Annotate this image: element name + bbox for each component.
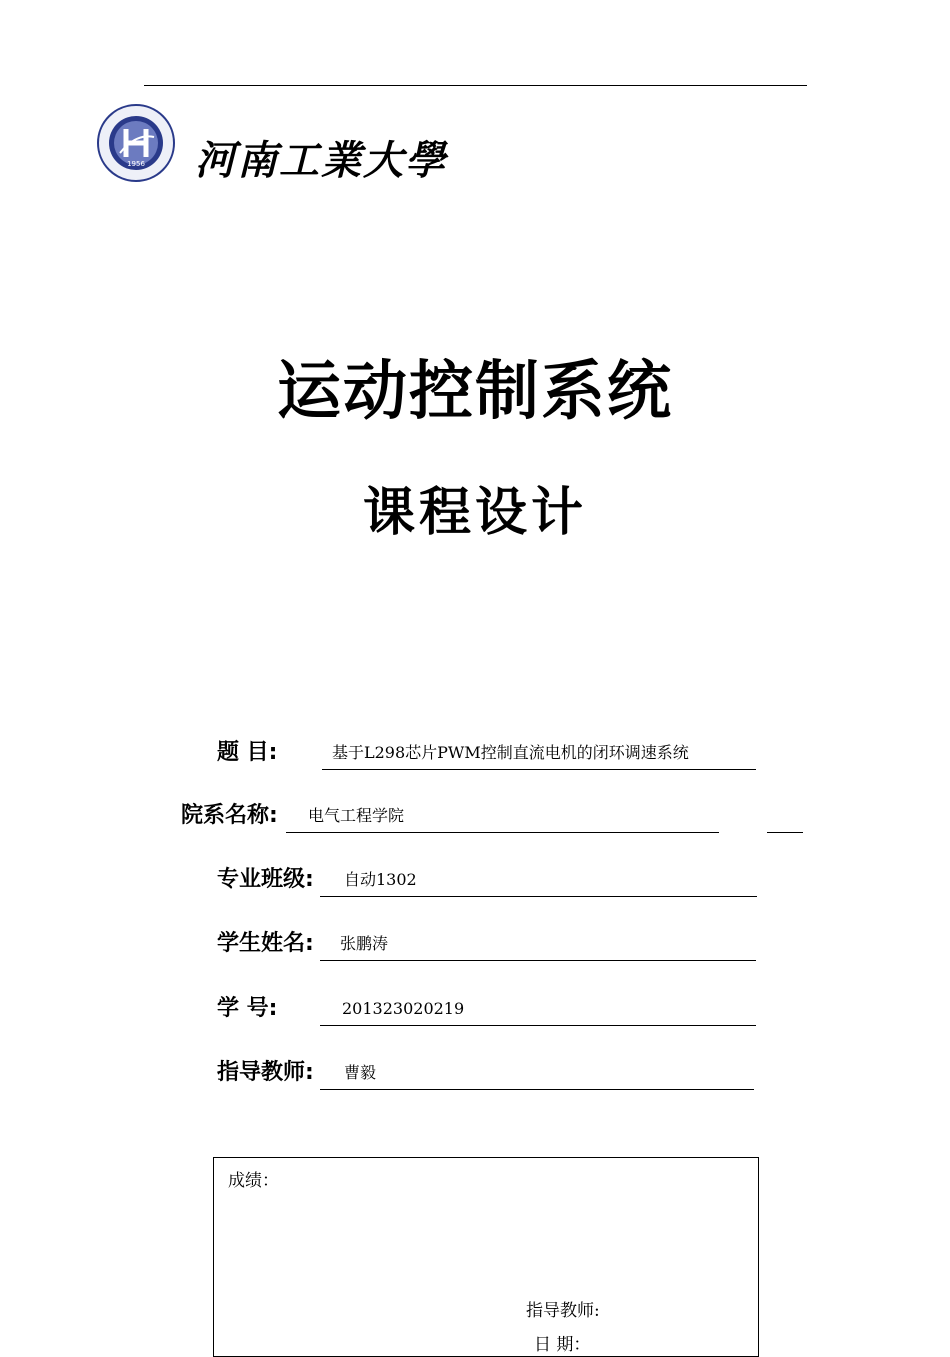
university-name: 河南工業大學 xyxy=(195,137,447,184)
field-value-department: 电气工程学院 xyxy=(286,799,719,833)
field-row-advisor xyxy=(0,1058,950,1088)
logo-year: 1956 xyxy=(127,160,145,168)
field-row-student-name xyxy=(0,929,950,959)
field-label-class: 专业班级: xyxy=(217,867,314,892)
field-label-topic: 题 目: xyxy=(217,740,278,765)
grade-box xyxy=(213,1157,759,1357)
field-row-class xyxy=(0,865,950,895)
grade-label: 成绩： xyxy=(228,1171,279,1191)
grade-teacher-label: 指导教师: xyxy=(526,1301,600,1321)
grade-date-label: 日 期： xyxy=(534,1335,591,1355)
field-row-topic xyxy=(0,738,950,768)
field-value-topic: 基于L298芯片PWM控制直流电机的闭环调速系统 xyxy=(322,736,756,770)
header-rule xyxy=(144,85,807,86)
field-label-department: 院系名称: xyxy=(181,803,278,828)
field-value-student-id: 201323020219 xyxy=(320,992,756,1026)
field-row-department xyxy=(0,801,950,831)
field-label-advisor: 指导教师: xyxy=(217,1060,314,1085)
university-seal-logo xyxy=(96,103,176,183)
document-title: 运动控制系统 xyxy=(277,355,673,429)
field-value-class: 自动1302 xyxy=(320,863,757,897)
underline-extra xyxy=(767,832,803,833)
field-value-student-name: 张鹏涛 xyxy=(320,927,756,961)
field-label-student-id: 学 号: xyxy=(217,996,278,1021)
field-row-student-id xyxy=(0,994,950,1024)
field-value-advisor: 曹毅 xyxy=(320,1056,754,1090)
field-label-student-name: 学生姓名: xyxy=(217,931,314,956)
document-subtitle: 课程设计 xyxy=(362,483,587,543)
